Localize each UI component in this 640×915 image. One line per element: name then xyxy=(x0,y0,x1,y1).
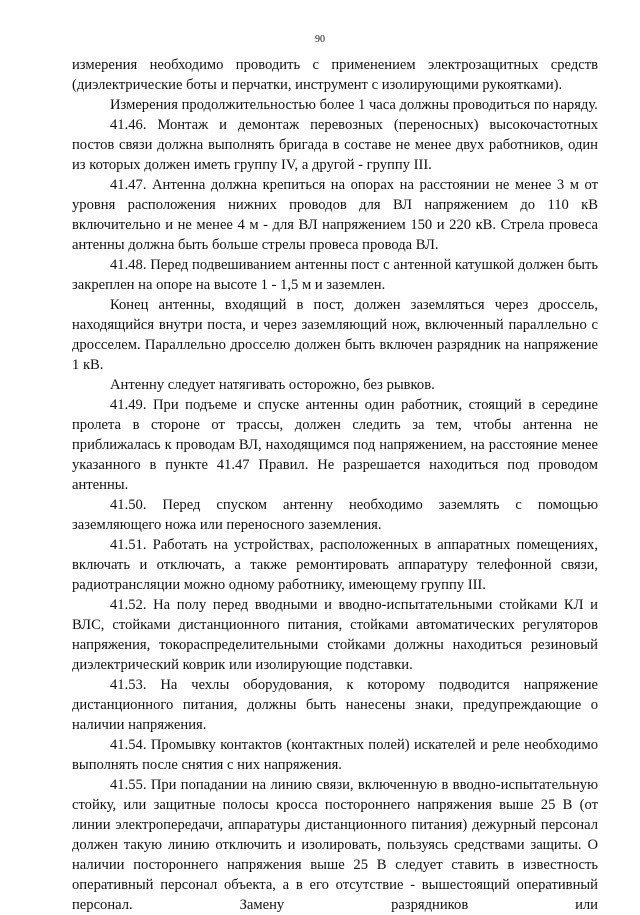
paragraph-41-46: 41.46. Монтаж и демонтаж перевозных (переносных) высокочастотных постов связи должна выполнять бригада в составе не менее двух работников, один из которых должен иметь группу IV, а другой - группу III. xyxy=(72,117,598,173)
paragraph: Конец антенны, входящий в пост, должен заземляться через дроссель, находящийся внутри поста, и через заземляющий нож, включенный параллельно с дросселем. Параллельно дросселю должен быть включен разрядник на напряжение 1 кВ. xyxy=(72,297,598,373)
paragraph: Антенну следует натягивать осторожно, без рывков. xyxy=(110,377,435,393)
paragraph-41-52: 41.52. На полу перед вводными и вводно-испытательными стойками КЛ и ВЛС, стойками дистанционного питания, стойками автоматических регуляторов напряжения, токораспределительными стойками должны находиться резиновый диэлектрический коврик или изолирующие подставки. xyxy=(72,597,598,673)
paragraph-41-55: 41.55. При попадании на линию связи, включенную в вводно-испытательную стойку, или защитные полосы кросса постороннего напряжения выше 25 В (от линии электропередачи, аппаратуры дистанционного питания) дежурный персонал должен такую линию отключить и изолировать, пользуясь средствами защиты. О наличии постороннего напряжения выше 25 В следует ставить в известность оперативный персонал объекта, а в его отсутствие - вышестоящий оперативный персонал. Замену разрядников или xyxy=(72,777,598,913)
paragraph-41-53: 41.53. На чехлы оборудования, к которому подводится напряжение дистанционного питания, должны быть нанесены знаки, предупреждающие о наличии напряжения. xyxy=(72,677,598,733)
page-number: 90 xyxy=(315,34,325,45)
paragraph-41-54: 41.54. Промывку контактов (контактных полей) искателей и реле необходимо выполнять после снятия с них напряжения. xyxy=(72,737,598,773)
paragraph-41-47: 41.47. Антенна должна крепиться на опорах на расстоянии не менее 3 м от уровня расположения нижних проводов для ВЛ напряжением до 110 кВ включительно и не менее 4 м - для ВЛ напряжением 150 и 220 кВ. Стрела провеса антенны должна быть больше стрелы провеса провода ВЛ. xyxy=(72,177,598,253)
paragraph-41-50: 41.50. Перед спуском антенну необходимо заземлять с помощью заземляющего ножа или переносного заземления. xyxy=(72,497,598,533)
paragraph-41-49: 41.49. При подъеме и спуске антенны один работник, стоящий в середине пролета в стороне от трассы, должен следить за тем, чтобы антенна не приближалась к проводам ВЛ, находящимся под напряжением, на расстояние менее указанного в пункте 41.47 Правил. Не разрешается находиться под проводом антенны. xyxy=(72,397,598,493)
paragraph-continuation: измерения необходимо проводить с применением электрозащитных средств (диэлектрические боты и перчатки, инструмент с изолирующими рукоятками). xyxy=(72,57,598,93)
document-body xyxy=(72,55,598,915)
paragraph-41-48: 41.48. Перед подвешиванием антенны пост с антенной катушкой должен быть закреплен на опоре на высоте 1 - 1,5 м и заземлен. xyxy=(72,257,598,293)
paragraph: Измерения продолжительностью более 1 часа должны проводиться по наряду. xyxy=(110,97,598,113)
paragraph-41-51: 41.51. Работать на устройствах, расположенных в аппаратных помещениях, включать и отключать, а также ремонтировать аппаратуру телефонной связи, радиотрансляции можно одному работнику, имеющему группу III. xyxy=(72,537,598,593)
